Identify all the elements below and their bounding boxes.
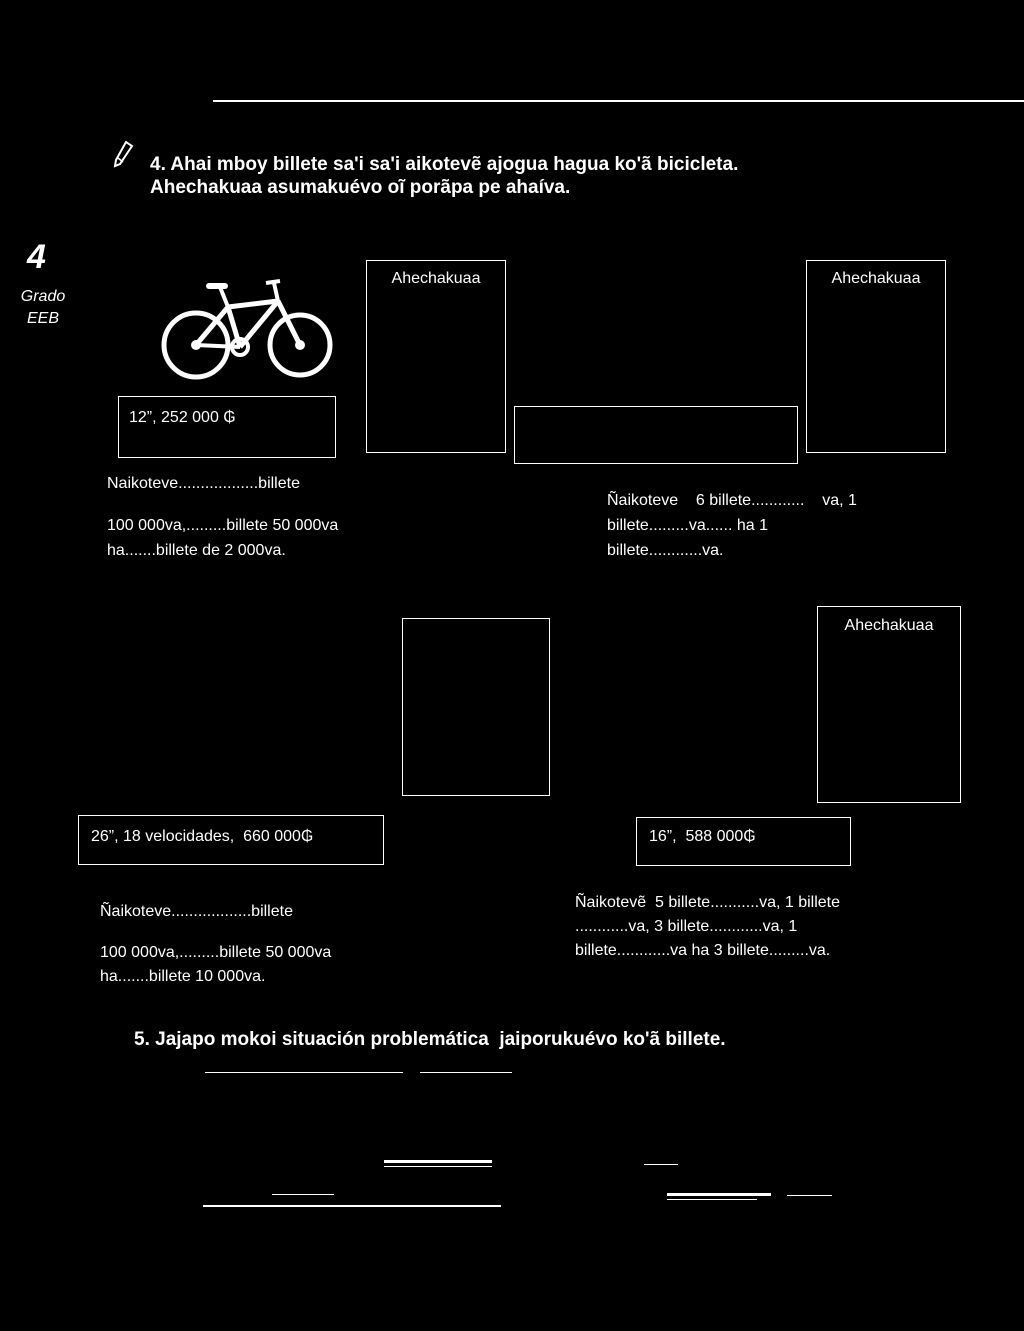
question-4-line1: 4. Ahai mboy billete sa'i sa'i aikotevẽ ajogua hagua ko'ã bicicleta. (150, 154, 739, 175)
bike-2-need-line3: billete............va. (607, 542, 724, 559)
question-5: 5. Jajapo mokoi situación problemática jaiporukuévo ko'ã billete. (134, 1029, 726, 1050)
bike-3-need-line3: ha.......billete 10 000va. (100, 968, 266, 985)
answer-line (667, 1199, 757, 1200)
bike-1-need-line2: 100 000va,.........billete 50 000va (107, 517, 339, 534)
bike-3-need-line1: Ñaikoteve..................billete (100, 903, 293, 920)
price-box-bike-1 (118, 396, 336, 458)
answer-line (420, 1072, 512, 1073)
answer-line (384, 1166, 492, 1167)
price-box-bike-4 (636, 817, 851, 866)
answer-line (203, 1205, 501, 1207)
bike-2-need-line2: billete.........va...... ha 1 (607, 517, 768, 534)
bike-3-need-line2: 100 000va,.........billete 50 000va (100, 944, 332, 961)
check-label-4: Ahechakuaa (844, 617, 934, 634)
bike-2-need-line1: Ñaikoteve 6 billete............ va, 1 (607, 492, 857, 509)
check-box-2 (806, 260, 946, 453)
check-box-1 (366, 260, 506, 453)
bike-4-need-line1: Ñaikotevẽ 5 billete...........va, 1 billete (575, 894, 841, 911)
check-box-4 (817, 606, 961, 803)
answer-line (787, 1195, 832, 1196)
bicycle-image (158, 275, 333, 385)
bike-1-need-line1: Naikoteve..................billete (107, 475, 300, 492)
price-bike-4: 16”, 588 000₲ (649, 828, 756, 845)
answer-line (667, 1193, 771, 1196)
answer-line (384, 1160, 492, 1163)
check-label-1: Ahechakuaa (391, 270, 481, 287)
price-box-bike-3 (78, 815, 384, 865)
answer-line (644, 1164, 678, 1165)
answer-line (272, 1194, 334, 1195)
answer-line (205, 1072, 403, 1073)
pencil-icon (112, 140, 134, 168)
bike-4-need-line2: ............va, 3 billete............va, 1 (575, 918, 798, 935)
check-box-3 (402, 618, 550, 796)
level-label: EEB (26, 310, 59, 327)
grade-label: Grado (20, 288, 66, 305)
question-4-line2: Ahechakuaa asumakuévo oĩ porãpa pe ahaíva. (150, 177, 571, 198)
price-bike-1: 12”, 252 000 ₲ (129, 409, 236, 426)
grade-number: 4 (27, 238, 46, 276)
bike-4-need-line3: billete............va ha 3 billete.........va. (575, 942, 831, 959)
price-box-bike-2 (514, 406, 798, 464)
price-bike-3: 26”, 18 velocidades, 660 000₲ (91, 828, 314, 845)
check-label-2: Ahechakuaa (831, 270, 921, 287)
top-rule (213, 100, 1024, 102)
bike-1-need-line3: ha.......billete de 2 000va. (107, 542, 286, 559)
